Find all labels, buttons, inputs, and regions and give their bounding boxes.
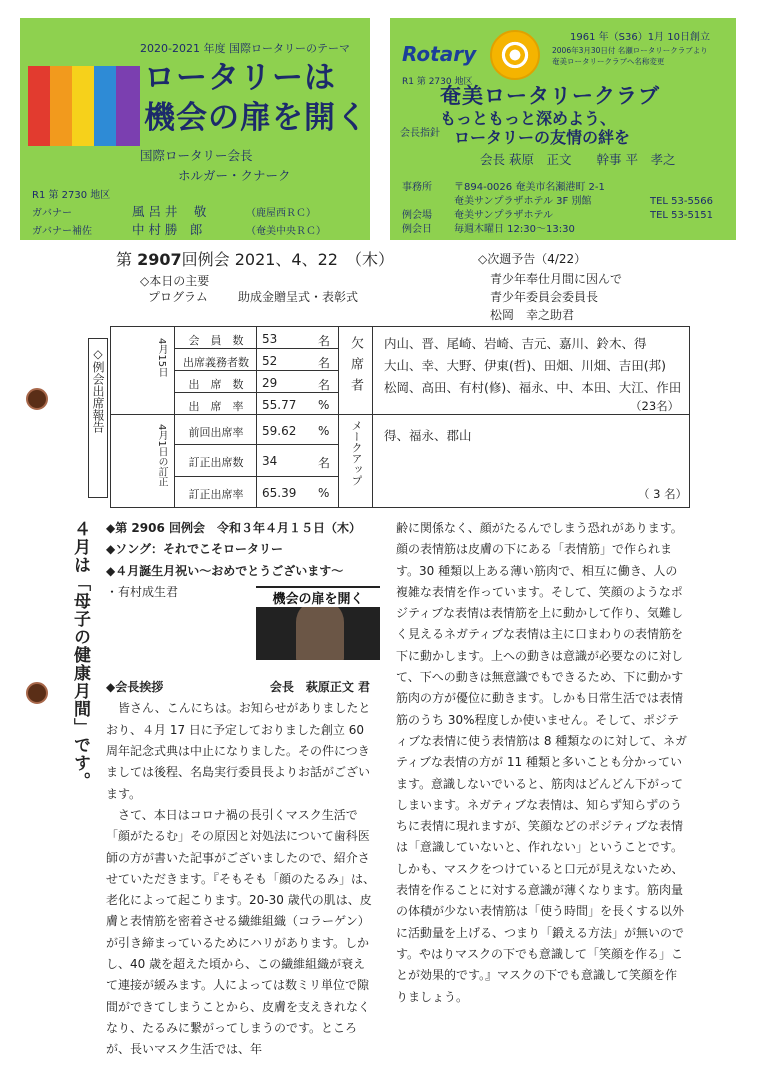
meeting-number: 2907 xyxy=(137,250,182,269)
door-purple xyxy=(116,66,140,146)
rotary-logo-text: Rotary xyxy=(402,42,477,66)
office-address-2: 奄美サンプラザホテル 3F 別館 xyxy=(454,196,592,207)
policy-label: 会長指針 xyxy=(400,128,440,139)
greeting-heading-row xyxy=(106,677,376,698)
row-value-rate: 55.77 xyxy=(262,398,297,412)
row-unit-members: 名 xyxy=(318,334,331,348)
program-label-1: ◇本日の主要 xyxy=(140,274,210,288)
binder-hole-icon xyxy=(26,388,48,410)
assistant-governor-name: 中 村 勝 郎 xyxy=(131,222,203,237)
door-yellow xyxy=(72,66,96,146)
grid-line xyxy=(110,414,690,415)
row-unit-corr-count: 名 xyxy=(318,456,331,470)
row-unit-attended: 名 xyxy=(318,378,331,392)
theme-title xyxy=(144,58,368,138)
assistant-governor-club: （奄美中央ＲＣ） xyxy=(245,226,326,237)
birthday-heading: ◆４月誕生月祝い～おめでとうございます～ xyxy=(106,563,344,578)
club-banner xyxy=(390,18,736,240)
policy-line2: ロータリーの友情の絆を xyxy=(454,128,631,147)
greeting-paragraph-1: 皆さん、こんにちは。お知らせがありましたとおり、４月 17 日に予定しておりました創立 60 周年記念式典は中止になりました。その件につきましては後程、名島実行委員長よりお話がございます。 xyxy=(106,701,371,801)
next-week-line3: 松岡 幸之助君 xyxy=(490,308,575,322)
rename-note-2: 奄美ロータリークラブへ名称変更 xyxy=(552,57,665,66)
theme-title-line2: 機会の扉を開く xyxy=(144,100,368,136)
venue-row xyxy=(402,206,713,221)
month-theme: ４月は「母子の健康月間」です。 xyxy=(70,520,90,790)
prev-meeting-heading: ◆第 2906 回例会 令和３年４月１５日（木） xyxy=(106,521,361,535)
policy-line1: もっともっと深めよう、 xyxy=(440,109,617,128)
correction-date: 4月1日の訂正 xyxy=(156,424,167,487)
greeting-speaker: 会長 萩原正文 君 xyxy=(269,680,370,695)
row-value-corr-rate: 65.39 xyxy=(262,486,297,500)
binder-hole-icon xyxy=(26,682,48,704)
ri-president-label: 国際ロータリー会長 xyxy=(140,148,253,163)
office-row-2 xyxy=(402,192,713,207)
row-value-prev-rate: 59.62 xyxy=(262,424,297,438)
assistant-governor-label: ガバナー補佐 xyxy=(32,226,92,237)
theme-title-line1: ロータリーは xyxy=(144,60,336,96)
row-value-corr-count: 34 xyxy=(262,454,278,468)
governor-club: （鹿屋西ＲＣ） xyxy=(245,208,316,219)
grid-line xyxy=(338,326,339,507)
row-unit-rate: % xyxy=(318,398,330,412)
rotary-wheel-icon xyxy=(490,30,540,80)
row-label-required: 出席義務者数 xyxy=(183,356,249,369)
birthday-person: ・有村成生君 xyxy=(106,584,179,599)
absent-names-3: 松岡、高田、有村(修)、福永、中、本田、大江、作田 xyxy=(384,380,682,395)
club-officers: 会長 萩原 正文 幹事 平 孝之 xyxy=(480,152,676,167)
meeting-day-label: 例会日 xyxy=(402,224,432,235)
governor-row xyxy=(32,202,316,220)
attendance-date: 4月15日 xyxy=(156,338,167,378)
founded-date: 1961 年（S36）1月 10日創立 xyxy=(570,32,710,43)
meeting-day-row xyxy=(402,220,650,235)
grid-line xyxy=(174,476,338,477)
row-unit-required: 名 xyxy=(318,356,331,370)
ri-president-name: ホルガー・クナーク xyxy=(178,168,291,183)
program-label-2: プログラム xyxy=(148,290,208,304)
grid-line xyxy=(174,348,338,349)
door-orange xyxy=(50,66,74,146)
office-address-1: 〒894-0026 奄美市名瀬港町 2-1 xyxy=(454,182,605,193)
theme-banner xyxy=(20,18,370,240)
venue-name: 奄美サンプラザホテル xyxy=(454,210,553,221)
row-value-members: 53 xyxy=(262,332,278,346)
row-value-attended: 29 xyxy=(262,376,278,390)
absent-count: （23名） xyxy=(630,399,680,413)
row-label-prev-rate: 前回出席率 xyxy=(188,426,244,439)
right-column xyxy=(396,518,688,1008)
row-value-required: 52 xyxy=(262,354,278,368)
doors-logo xyxy=(28,66,146,148)
president-figure xyxy=(296,600,344,660)
venue-tel: TEL 53-5151 xyxy=(650,210,713,221)
greeting-label: ◆会長挨拶 xyxy=(106,680,164,695)
grid-line xyxy=(372,326,373,507)
row-label-members: 会 員 数 xyxy=(188,334,244,347)
photo-caption: 機会の扉を開く xyxy=(256,588,380,607)
next-week-line1: 青少年奉仕月間に因んで xyxy=(490,272,623,286)
makeup-header: メークアップ xyxy=(350,420,363,486)
row-unit-prev-rate: % xyxy=(318,424,330,438)
right-paragraph: 齢に関係なく、顔がたるんでしまう恐れがあります。顔の表情筋は皮膚の下にある「表情筋」で作られます。30 種類以上ある薄い筋肉で、相互に働き、人の複雑な表情を作っています。そして、笑顔のようなポジティブな表情は表情筋を上に動かして作り、気難しく見えるネガティブな表情は主に口まわりの表情筋を下に動かします。上への動きは意識が必要なのに対して、下への動きは無意識でもできるため、下に動かす筋肉の方が優位に動きます。しかも日常生活では表情筋のうち 30%程度しか使いません。そして、ポジティブな表情に使う表情筋は 8 種類なのに対して、ネガティブな表情の方が 11 種類と多いことも分かっています。意識しないでいると、筋肉はどんどん下がってしまいます。ネガティブな表情は、知らず知らずのうちに表情に現れますが、笑顔などのポジティブな表情は「意識していないと、作れない」ということです。しかも、マスクをつけていると口元が見えないため、表情を作ることに対する意識が薄くなります。筋肉量の体積が少ない表情筋は「使う時間」を長くする以外に活動量を上げる、つまり「鍛える方法」が無いのです。やはりマスクの下でも意識して「笑顔を作る」ことが効果的です。』マスクの下でも意識して笑顔を作りましょう。 xyxy=(396,521,688,1004)
governor-label: ガバナー xyxy=(32,208,72,219)
meeting-day: 毎週木曜日 12:30～13:30 xyxy=(454,224,575,235)
governor-name: 風 呂 井 敬 xyxy=(131,204,207,219)
meeting-title: 第 2907回例会 2021、4、22 （木） xyxy=(116,250,394,269)
grid-line xyxy=(256,326,257,507)
next-week-line2: 青少年委員会委員長 xyxy=(490,290,599,304)
next-week-title: ◇次週予告（4/22） xyxy=(478,252,587,266)
attendance-side-label: ◇例会出席報告 xyxy=(88,338,108,498)
grid-line xyxy=(174,326,175,507)
song-heading: ◆ソング：それでこそロータリー xyxy=(106,542,283,557)
office-tel: TEL 53-5566 xyxy=(650,196,713,207)
row-label-attended: 出 席 数 xyxy=(188,378,244,391)
row-label-corr-count: 訂正出席数 xyxy=(188,456,244,469)
office-label: 事務所 xyxy=(402,182,432,193)
district-label: R1 第 2730 地区 xyxy=(32,190,111,201)
venue-label: 例会場 xyxy=(402,210,432,221)
grid-line xyxy=(174,392,338,393)
grid-line xyxy=(174,370,338,371)
president-photo xyxy=(256,586,380,660)
absent-header: 欠席者 xyxy=(348,336,363,399)
program-value: 助成金贈呈式・表彰式 xyxy=(238,290,359,304)
rename-note-1: 2006年3月30日付 名瀬ロータリークラブより xyxy=(552,46,708,55)
club-district: R1 第 2730 地区 xyxy=(402,77,473,87)
makeup-count: （ 3 名） xyxy=(638,487,688,501)
theme-year-line: 2020-2021 年度 国際ロータリーのテーマ xyxy=(140,42,350,55)
row-label-corr-rate: 訂正出席率 xyxy=(188,488,244,501)
row-unit-corr-rate: % xyxy=(318,486,330,500)
absent-names-1: 内山、晋、尾崎、岩崎、吉元、嘉川、鈴木、得 xyxy=(384,336,647,351)
row-label-rate: 出 席 率 xyxy=(188,400,244,413)
door-red xyxy=(28,66,52,146)
greeting-paragraph-2: さて、本日はコロナ禍の長引くマスク生活で「顔がたるむ」その原因と対処法について歯科医師の方が書いた記事がございましたので、紹介させていただきます。『そもそも「顔のたるみ」は、老化によって起こります。20-30 歳代の肌は、皮膚と表情筋を密着させる繊維組織（コラーゲン）が引き締まっているためにハリがあります。しかし、40 歳を超えた頃から、この繊維組織が衰えて連接が緩みます。人によっては数ミリ単位で隙間ができてしまうことから、皮膚を支えきれなくなり、たるみに繋がってしまうのです。ところが、長いマスク生活では、年 xyxy=(106,807,376,1057)
door-blue xyxy=(94,66,118,146)
grid-line xyxy=(174,444,338,445)
office-row xyxy=(402,178,650,193)
club-name: 奄美ロータリークラブ xyxy=(440,84,660,108)
assistant-governor-row xyxy=(32,220,326,238)
absent-names-2: 大山、幸、大野、伊東(哲)、田畑、川畑、吉田(邦) xyxy=(384,358,667,373)
makeup-names: 得、福永、郡山 xyxy=(384,428,472,443)
